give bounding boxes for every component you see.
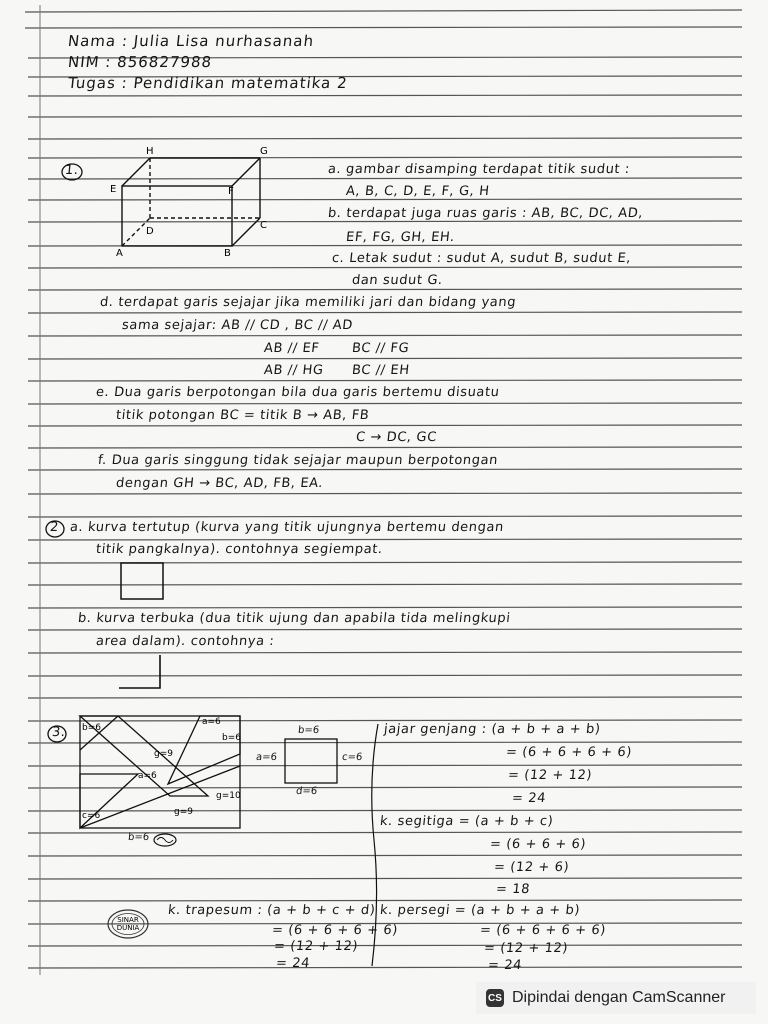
q1-d-line3b: BC // FG [351,341,410,356]
cube-label-F: F [228,186,234,197]
trapesium-step1: = (6 + 6 + 6 + 6) [271,923,399,938]
q2-b-line2: area dalam). contohnya : [95,634,276,649]
cube-label-B: B [224,248,231,258]
q1-e-line3: C → DC, GC [355,430,438,445]
stamp-line2: DUNIA [116,924,140,932]
trapesium-result: = 24 [275,956,311,971]
student-nim: NIM : 856827988 [67,53,214,71]
q1-b-line2: EF, FG, GH, EH. [345,230,456,245]
student-name: Nama : Julia Lisa nurhasanah [67,32,316,50]
jajar-genjang-result: = 24 [511,791,547,806]
question-2-number: 2 [44,519,66,539]
persegi-result: = 24 [487,958,523,973]
persegi-formula: k. persegi = (a + b + a + b) [379,903,581,918]
segitiga-step2: = (12 + 6) [493,860,570,875]
open-curve-figure [116,652,166,694]
segitiga-step1: = (6 + 6 + 6) [489,837,587,852]
shapes-composition-figure [78,714,242,832]
jajar-genjang-formula: jajar genjang : (a + b + a + b) [383,722,602,737]
trapesium-step2: = (12 + 12) [273,939,359,954]
cube-diagram [108,142,278,258]
fig-label-g9-bottom: g=9 [174,807,193,817]
square-label-right: c=6 [341,752,363,763]
camscanner-logo-icon: CS [486,989,504,1007]
cube-label-A: A [116,248,123,258]
fig-label-a6-small: a=6 [138,771,157,781]
fig-label-a6: a=6 [202,717,221,727]
sinar-dunia-stamp [106,908,150,940]
q1-a-line1: a. gambar disamping terdapat titik sudut : [327,162,631,177]
fig-label-g10: g=10 [216,791,241,801]
square-figure [282,736,340,786]
cube-label-E: E [110,184,117,195]
segitiga-result: = 18 [495,882,531,897]
fig-label-b6-bottom: b=6 [127,832,150,843]
cube-label-C: C [260,220,267,231]
square-label-top: b=6 [297,725,320,736]
fig-label-b6: b=6 [82,723,101,733]
q1-e-line2: titik potongan BC = titik B → AB, FB [115,408,371,423]
q2-b-line1: b. kurva terbuka (dua titik ujung dan apabila tida melingkupi [77,611,512,626]
segitiga-formula: k. segitiga = (a + b + c) [379,814,555,829]
jajar-genjang-step2: = (12 + 12) [507,768,593,783]
cube-label-H: H [146,146,154,157]
question-1-number: 1. [60,162,84,182]
q1-f-line1: f. Dua garis singgung tidak sejajar maupun berpotongan [97,453,499,468]
q1-f-line2: dengan GH → BC, AD, FB, EA. [115,476,324,491]
q1-d-line4a: AB // HG [263,363,325,378]
q1-d-line2: sama sejajar: AB // CD , BC // AD [121,318,354,333]
square-label-bottom: d=6 [295,786,318,797]
persegi-step1: = (6 + 6 + 6 + 6) [479,923,607,938]
q1-e-line1: e. Dua garis berpotongan bila dua garis bertemu disuatu [95,385,501,400]
persegi-step2: = (12 + 12) [483,941,569,956]
camscanner-watermark [476,982,756,1014]
scribble-mark [152,832,180,848]
assignment-title: Tugas : Pendidikan matematika 2 [67,74,349,92]
q1-d-line4b: BC // EH [351,363,411,378]
q1-a-line2: A, B, C, D, E, F, G, H [345,184,491,199]
fig-label-b6-right: b=6 [222,733,241,743]
camscanner-text: Dipindai dengan CamScanner [512,989,726,1006]
question-3-number: 3. [46,724,68,744]
q1-c-line1: c. Letak sudut : sudut A, sudut B, sudut E, [331,251,632,266]
q1-c-line2: dan sudut G. [351,273,444,288]
q2-a-line2: titik pangkalnya). contohnya segiempat. [95,542,384,557]
cube-label-D: D [146,226,154,237]
q1-d-line3a: AB // EF [263,341,321,356]
closed-curve-square [118,560,166,602]
cube-label-G: G [260,146,268,157]
q1-d-line1: d. terdapat garis sejajar jika memiliki jari dan bidang yang [99,295,517,310]
q1-b-line1: b. terdapat juga ruas garis : AB, BC, DC, AD, [327,206,644,221]
trapesium-formula: k. trapesum : (a + b + c + d) [167,903,377,918]
fig-label-c6: c=6 [82,811,101,821]
cube-front-face [122,186,232,246]
q2-a-line1: a. kurva tertutup (kurva yang titik ujungnya bertemu dengan [69,520,505,535]
square-label-left: a=6 [255,752,278,763]
jajar-genjang-step1: = (6 + 6 + 6 + 6) [505,745,633,760]
stamp-line1: SINAR [117,916,139,924]
fig-label-g9: g=9 [154,749,173,759]
